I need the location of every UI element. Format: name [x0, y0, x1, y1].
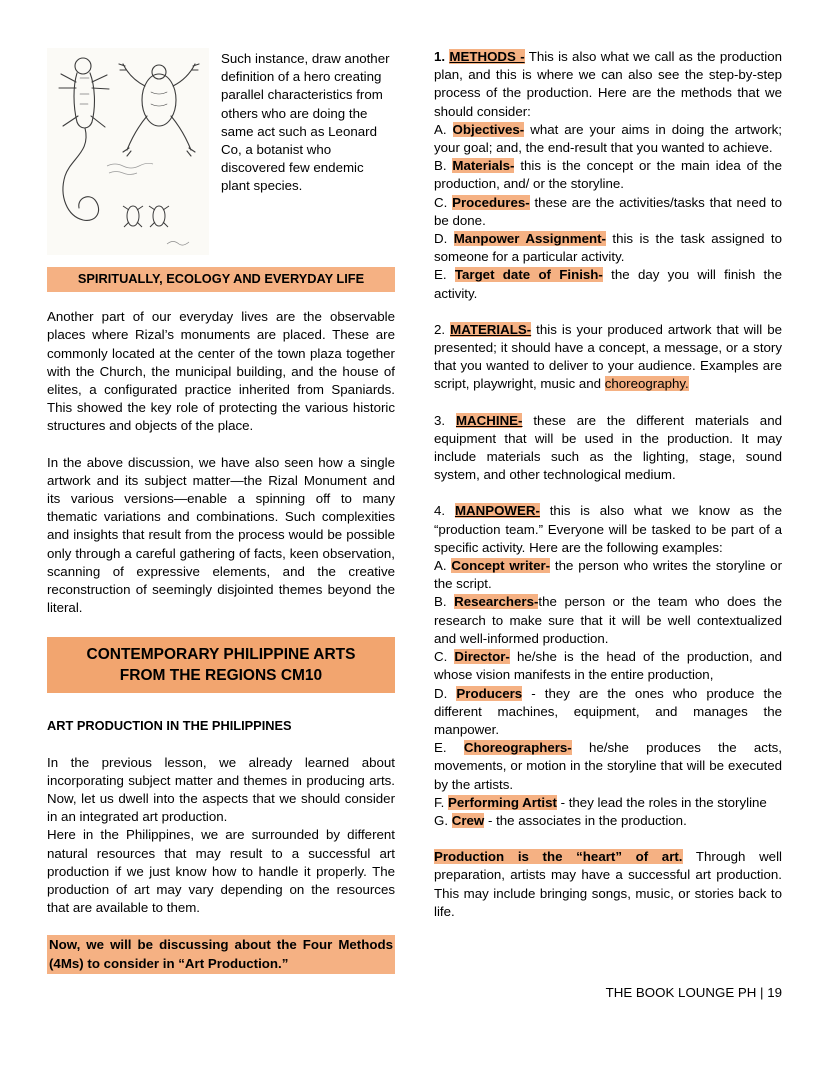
paragraph-above-discussion: In the above discussion, we have also seen how a single artwork and its subject matter—the Rizal Monument and its various versions—enable a spinning off to many thematic variations and combinations. Such complexities and insights that result from the process would be possible only through a careful gathering of facts, keen observation, scanning of expressive elements, and the creative reconstruction of seemingly disjointed themes beyond the literal.: [47, 454, 395, 616]
paragraph-manpower-crew: [434, 812, 782, 830]
text-segment: Researchers-: [454, 594, 539, 610]
paragraph-manpower-researchers: [434, 593, 782, 648]
text-segment: MACHINE-: [455, 412, 523, 428]
text-segment: A.: [434, 558, 452, 574]
text-segment: - they lead the roles in the storyline: [556, 794, 767, 810]
paragraph-previous-lesson: In the previous lesson, we already learned about incorporating subject matter and themes in producing arts. Now, let us dwell into the aspects that we should consider in an integrated art production.: [47, 754, 395, 825]
text-segment: D.: [434, 231, 454, 247]
text-segment: this is the concept or the main idea of the production, and/ or the storyline.: [434, 158, 782, 192]
chapter-banner: CONTEMPORARY PHILIPPINE ARTS FROM THE REGIONS CM10: [47, 637, 395, 693]
paragraph-everyday-life: Another part of our everyday lives are the observable places where Rizal’s monuments are placed. These are commonly located at the center of the town plaza together with the Church, the municipal building, and the house of elites, a configurated practice inherited from Spaniards. This showed the key role of protecting the various historic structures and objects of the place.: [47, 309, 395, 434]
text-segment: this is your produced artwork that will be presented; it should have a concept, a message, or a story that you wanted to deliver to your audience. Examples are script, playwright, music and: [434, 321, 782, 392]
text-segment: 4.: [434, 503, 455, 519]
text-segment: Director-: [454, 649, 510, 665]
text-segment: the day you will finish the activity.: [434, 267, 782, 301]
text-segment: Procedures-: [452, 194, 530, 210]
paragraph-methods-objectives: [434, 121, 782, 157]
text-segment: C.: [434, 649, 455, 665]
text-segment: the person or the team who does the research to make sure that it will be well contextualized and well-informed production.: [434, 594, 782, 646]
text-segment: he/she produces the acts, movements, or motion in the storyline that will be executed by the artists.: [434, 740, 782, 792]
text-segment: 3.: [434, 412, 456, 428]
page-footer: THE BOOK LOUNGE PH | 19: [605, 985, 782, 1000]
text-segment: C.: [434, 194, 453, 210]
paragraph-machine: [434, 412, 782, 485]
text-segment: choreography.: [604, 376, 689, 392]
text-segment: E.: [434, 740, 464, 756]
text-segment: B.: [434, 594, 455, 610]
text-segment: Production is the “heart” of art.: [434, 849, 683, 865]
text-segment: - the associates in the production.: [484, 812, 687, 828]
text-segment: Target date of Finish-: [454, 267, 603, 283]
text-segment: these are the activities/tasks that need to be done.: [434, 194, 782, 228]
text-segment: A.: [434, 121, 453, 137]
lizard-frog-sketch: [47, 48, 209, 255]
text-segment: Manpower Assignment-: [453, 231, 606, 247]
text-segment: this is also what we know as the “production team.” Everyone will be tasked to be part of a specific activity. Here are the following examples:: [434, 503, 782, 555]
text-segment: he/she is the head of the production, and whose vision manifests in the entire production,: [434, 649, 782, 683]
section-heading-spiritually-ecology: SPIRITUALLY, ECOLOGY AND EVERYDAY LIFE: [47, 267, 395, 292]
paragraph-methods-target-date: [434, 266, 782, 302]
text-segment: METHODS -: [449, 49, 525, 64]
text-segment: Materials-: [452, 158, 515, 174]
paragraph-production-heart: [434, 848, 782, 921]
subheading-art-production: ART PRODUCTION IN THE PHILIPPINES: [47, 718, 292, 734]
left-column: [47, 48, 395, 974]
text-segment: G.: [434, 812, 452, 828]
paragraph-manpower: [434, 502, 782, 557]
paragraph-methods-manpower-assignment: [434, 230, 782, 266]
text-segment: 2.: [434, 321, 451, 337]
text-segment: Crew: [451, 812, 485, 828]
text-segment: MATERIALS-: [450, 321, 532, 337]
text-segment: This is also what we call as the production plan, and this is where we can also see the step-by-step process of the production. Here are the methods that we should consider:: [434, 49, 782, 119]
paragraph-methods-materials: [434, 157, 782, 193]
text-segment: E.: [434, 267, 455, 283]
text-segment: 1.: [434, 49, 450, 64]
text-segment: this is the task assigned to someone for a particular activity.: [434, 231, 782, 265]
text-segment: what are your aims in doing the artwork; your goal; and, the end-result that you wanted to achieve.: [434, 121, 782, 156]
paragraph-manpower-choreographers: [434, 739, 782, 794]
text-segment: F.: [434, 794, 449, 810]
text-segment: B.: [434, 158, 453, 174]
text-segment: Choreographers-: [463, 740, 572, 756]
text-segment: - they are the ones who produce the different machines, equipment, and manages the manpower.: [434, 685, 782, 737]
paragraph-methods-procedures: [434, 194, 782, 230]
four-methods-note: Now, we will be discussing about the Four Methods (4Ms) to consider in “Art Production.”: [47, 935, 395, 973]
figure-side-text: Such instance, draw another definition of a hero creating parallel characteristics from others who are doing the same act such as Leonard Co, a botanist who discovered few endemic plant species.: [221, 51, 390, 194]
right-column: [434, 48, 782, 921]
text-segment: Concept writer-: [451, 558, 551, 574]
paragraph-philippines-resources: Here in the Philippines, we are surrounded by different natural resources that may result to a successful art production if we just know how to handle it properly. The production of art may vary depending on the resources that are available to them.: [47, 827, 395, 916]
text-segment: D.: [434, 685, 457, 701]
text-segment: Objectives-: [452, 121, 525, 137]
figure-row: [47, 48, 395, 255]
paragraph-manpower-producers: [434, 685, 782, 740]
paragraph-methods: [434, 48, 782, 121]
paragraph-manpower-director: [434, 648, 782, 684]
text-segment: MANPOWER-: [454, 503, 540, 519]
text-segment: these are the different materials and equipment that will be used in the production. It may include materials such as the lighting, stage, sound system, and other technological medium.: [434, 412, 782, 483]
text-segment: Performing Artist: [448, 794, 557, 810]
paragraph-manpower-concept-writer: [434, 557, 782, 593]
paragraph-manpower-performing-artist: [434, 794, 782, 812]
paragraph-materials: [434, 321, 782, 394]
text-segment: Producers: [456, 685, 523, 701]
text-segment: Through well preparation, artists may have a successful art production. This may include bringing songs, music, or stories back to life.: [434, 849, 782, 919]
text-segment: the person who writes the storyline or the script.: [434, 558, 782, 592]
